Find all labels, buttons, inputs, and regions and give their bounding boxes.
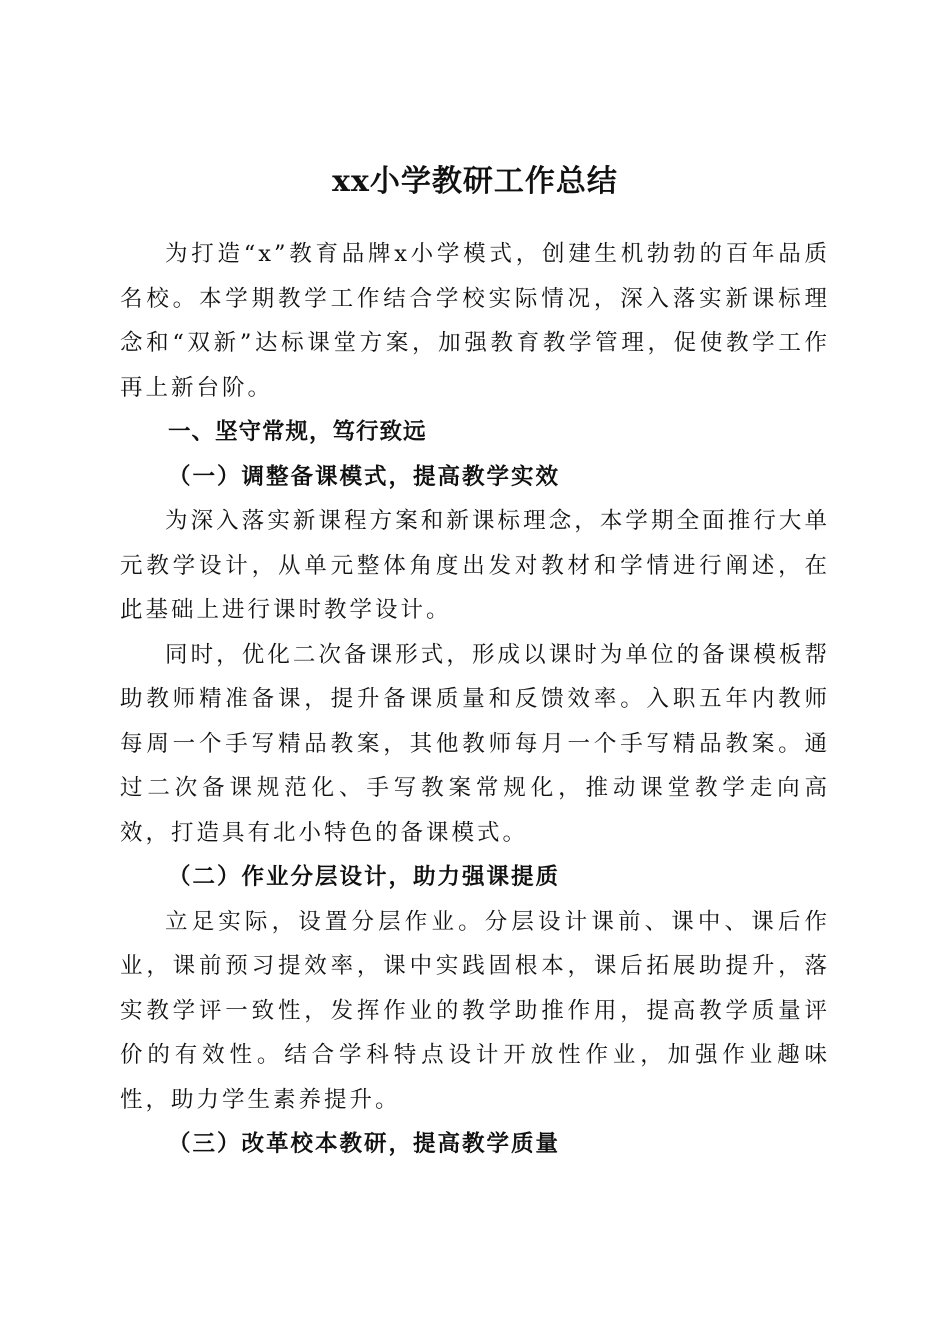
intro-paragraph: 为打造“x”教育品牌x小学模式，创建生机勃勃的百年品质名校。本学期教学工作结合学校实际情况，深入落实新课标理念和“双新”达标课堂方案，加强教育教学管理，促使教学工作再上新台阶。 bbox=[120, 241, 830, 401]
section-heading-1: 一、坚守常规，笃行致远 bbox=[168, 419, 427, 445]
document-body bbox=[120, 232, 830, 1167]
subsection-1-paragraph-1: 为深入落实新课程方案和新课标理念，本学期全面推行大单元教学设计，从单元整体角度出发对教材和学情进行阐述，在此基础上进行课时教学设计。 bbox=[120, 508, 830, 623]
subsection-2-paragraph-1: 立足实际，设置分层作业。分层设计课前、课中、课后作业，课前预习提效率，课中实践固根本，课后拓展助提升，落实教学评一致性，发挥作业的教学助推作用，提高教学质量评价的有效性。结合学科特点设计开放性作业，加强作业趣味性，助力学生素养提升。 bbox=[120, 908, 830, 1113]
document-title: xx小学教研工作总结 bbox=[332, 164, 618, 200]
subsection-heading-2: （二）作业分层设计，助力强课提质 bbox=[168, 864, 561, 890]
subsection-heading-3: （三）改革校本教研，提高教学质量 bbox=[168, 1131, 561, 1157]
subsection-1-paragraph-2: 同时，优化二次备课形式，形成以课时为单位的备课模板帮助教师精准备课，提升备课质量和反馈效率。入职五年内教师每周一个手写精品教案，其他教师每月一个手写精品教案。通过二次备课规范化、手写教案常规化，推动课堂教学走向高效，打造具有北小特色的备课模式。 bbox=[120, 641, 830, 846]
subsection-heading-1: （一）调整备课模式，提高教学实效 bbox=[168, 463, 561, 490]
